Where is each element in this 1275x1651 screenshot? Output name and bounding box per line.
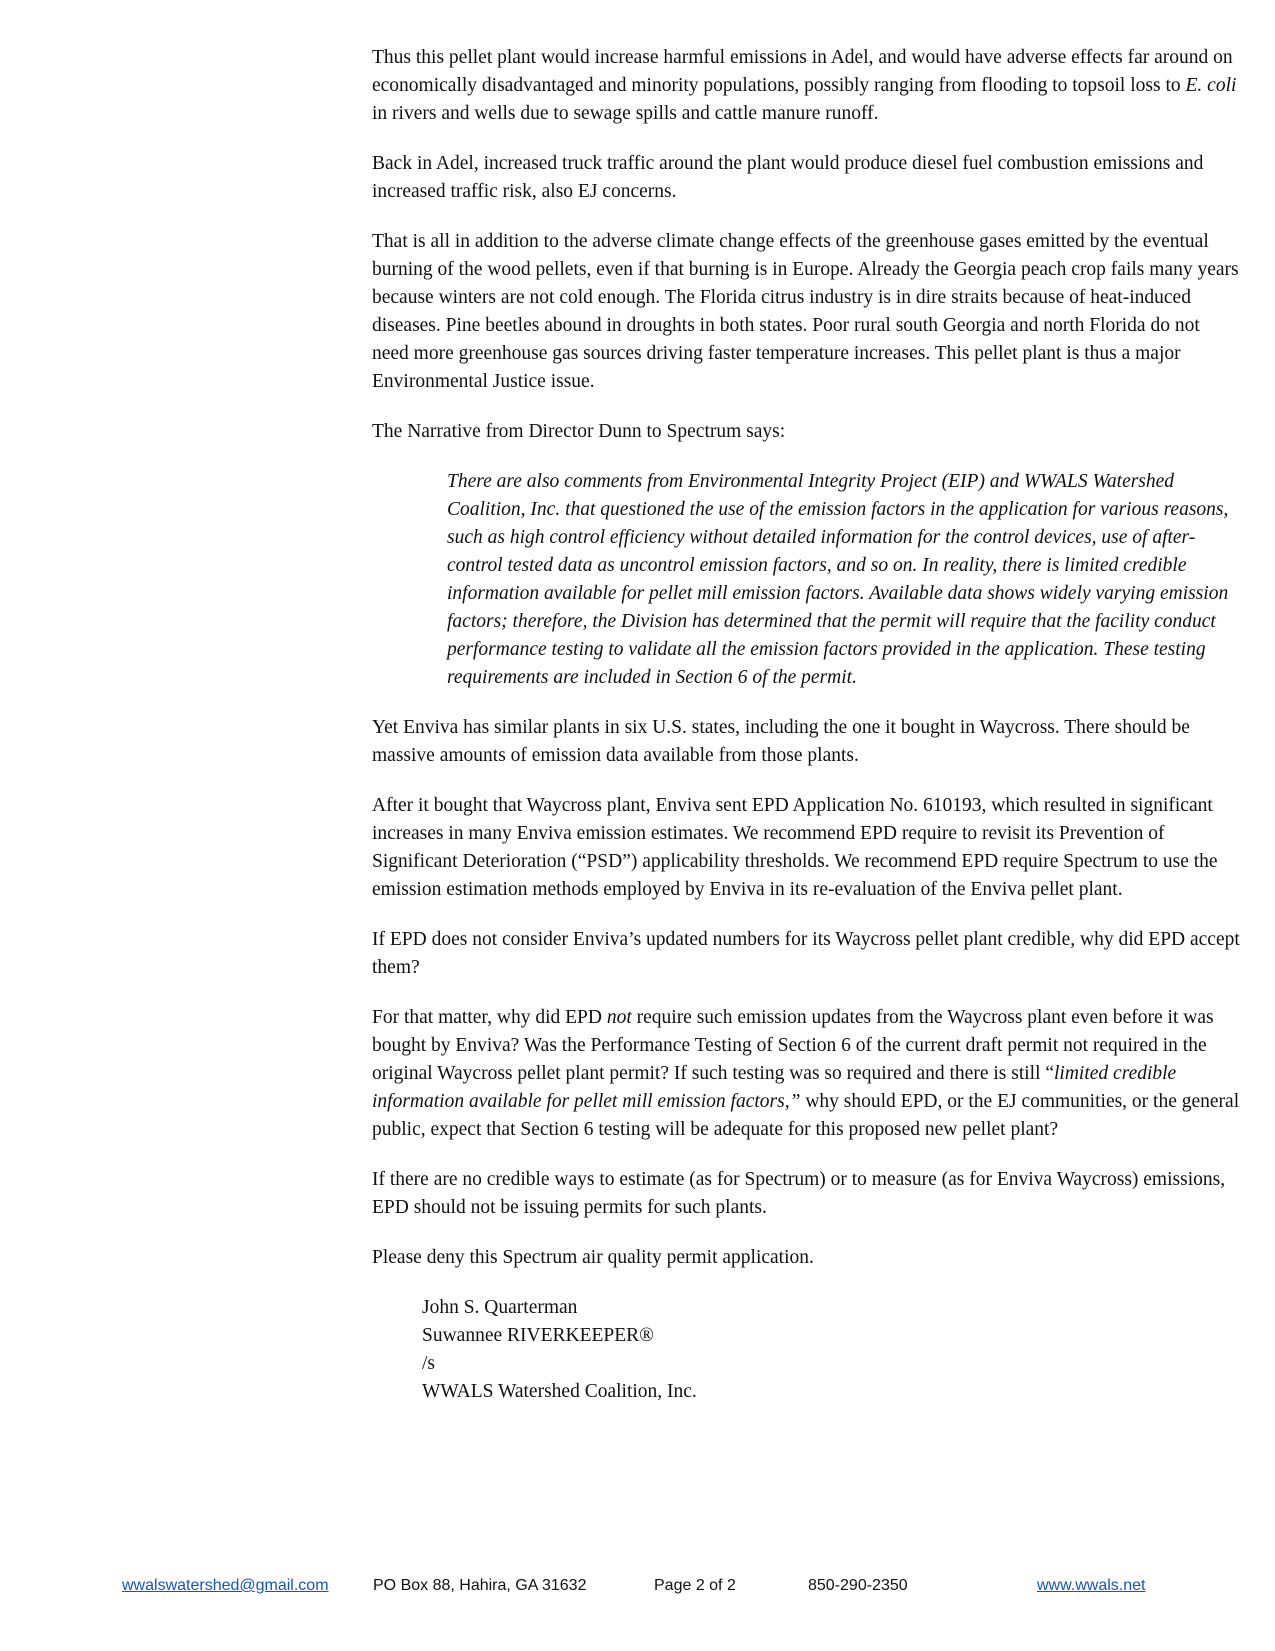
paragraph-enviva-plants: Yet Enviva has similar plants in six U.S. states, including the one it bought in Waycross. There should be massive amounts of emission data available from those plants. [372,717,1190,766]
paragraph-deny-request: Please deny this Spectrum air quality permit application. [372,1247,814,1268]
paragraph-truck-traffic: Back in Adel, increased truck traffic around the plant would produce diesel fuel combustion emissions and increased traffic risk, also EJ concerns. [372,153,1204,202]
footer-page-number: Page 2 of 2 [654,1577,736,1594]
page-footer [0,1577,1275,1603]
not-emphasis: not [606,1007,632,1028]
footer-address: PO Box 88, Hahira, GA 31632 [373,1577,587,1594]
signature-name: John S. Quarterman [422,1297,578,1318]
blockquote-director-dunn: There are also comments from Environmental Integrity Project (EIP) and WWALS Watershed Coalition, Inc. that questioned the use of the emission factors in the application for various reasons, such as high control efficiency without detailed information for the control devices, use of after-control tested data as uncontrol emission factors, and so on. In reality, there is limited credible information available for pellet mill emission factors. Available data shows widely varying emission factors; therefore, the Division has determined that the permit will require that the facility conduct performance testing to validate all the emission factors provided in the application. These testing requirements are included in Section 6 of the permit. [447,471,1229,688]
paragraph-no-credible-ways: If there are no credible ways to estimate (as for Spectrum) or to measure (as for Enviva Waycross) emissions, EPD should not be issuing permits for such plants. [372,1169,1226,1218]
ecoli-term: E. coli [1185,75,1237,96]
footer-website-link[interactable]: www.wwals.net [1037,1577,1146,1594]
paragraph-performance-testing: For that matter, why did EPD not require such emission updates from the Waycross plant even before it was bought by Enviva? Was the Performance Testing of Section 6 of the current draft permit not required in the original Waycross pellet plant permit? If such testing was so required and there is still “limited credible information available for pellet mill emission factors,” why should EPD, or the EJ communities, or the general public, expect that Section 6 testing will be adequate for this proposed new pellet plant? [372,1007,1240,1140]
signature-title: Suwannee RIVERKEEPER® [422,1325,655,1346]
paragraph-waycross-application: After it bought that Waycross plant, Enviva sent EPD Application No. 610193, which resulted in significant increases in many Enviva emission estimates. We recommend EPD require to revisit its Prevention of Significant Deterioration (“PSD”) applicability thresholds. We recommend EPD require Spectrum to use the emission estimation methods employed by Enviva in its re-evaluation of the Enviva pellet plant. [372,795,1218,900]
footer-email-link[interactable]: wwalswatershed@gmail.com [122,1577,329,1594]
footer-phone: 850-290-2350 [808,1577,908,1594]
letter-body [372,44,1240,1406]
signature-org: WWALS Watershed Coalition, Inc. [422,1381,697,1402]
paragraph-emissions-adel: Thus this pellet plant would increase harmful emissions in Adel, and would have adverse effects far around on economically disadvantaged and minority populations, possibly ranging from flooding to topsoil loss to E. coli in rivers and wells due to sewage spills and cattle manure runoff. [372,47,1237,124]
signature-block [372,1294,1240,1406]
signature-mark: /s [422,1353,436,1374]
paragraph-credibility-question: If EPD does not consider Enviva’s updated numbers for its Waycross pellet plant credible, why did EPD accept them? [372,929,1240,978]
paragraph-narrative-intro: The Narrative from Director Dunn to Spectrum says: [372,421,786,442]
quoted-phrase: limited credible information available for pellet mill emission factors,” [372,1063,1177,1112]
paragraph-climate-change: That is all in addition to the adverse climate change effects of the greenhouse gases emitted by the eventual burning of the wood pellets, even if that burning is in Europe. Already the Georgia peach crop fails many years because winters are not cold enough. The Florida citrus industry is in dire straits because of heat-induced diseases. Pine beetles abound in droughts in both states. Poor rural south Georgia and north Florida do not need more greenhouse gas sources driving faster temperature increases. This pellet plant is thus a major Environmental Justice issue. [372,231,1239,392]
